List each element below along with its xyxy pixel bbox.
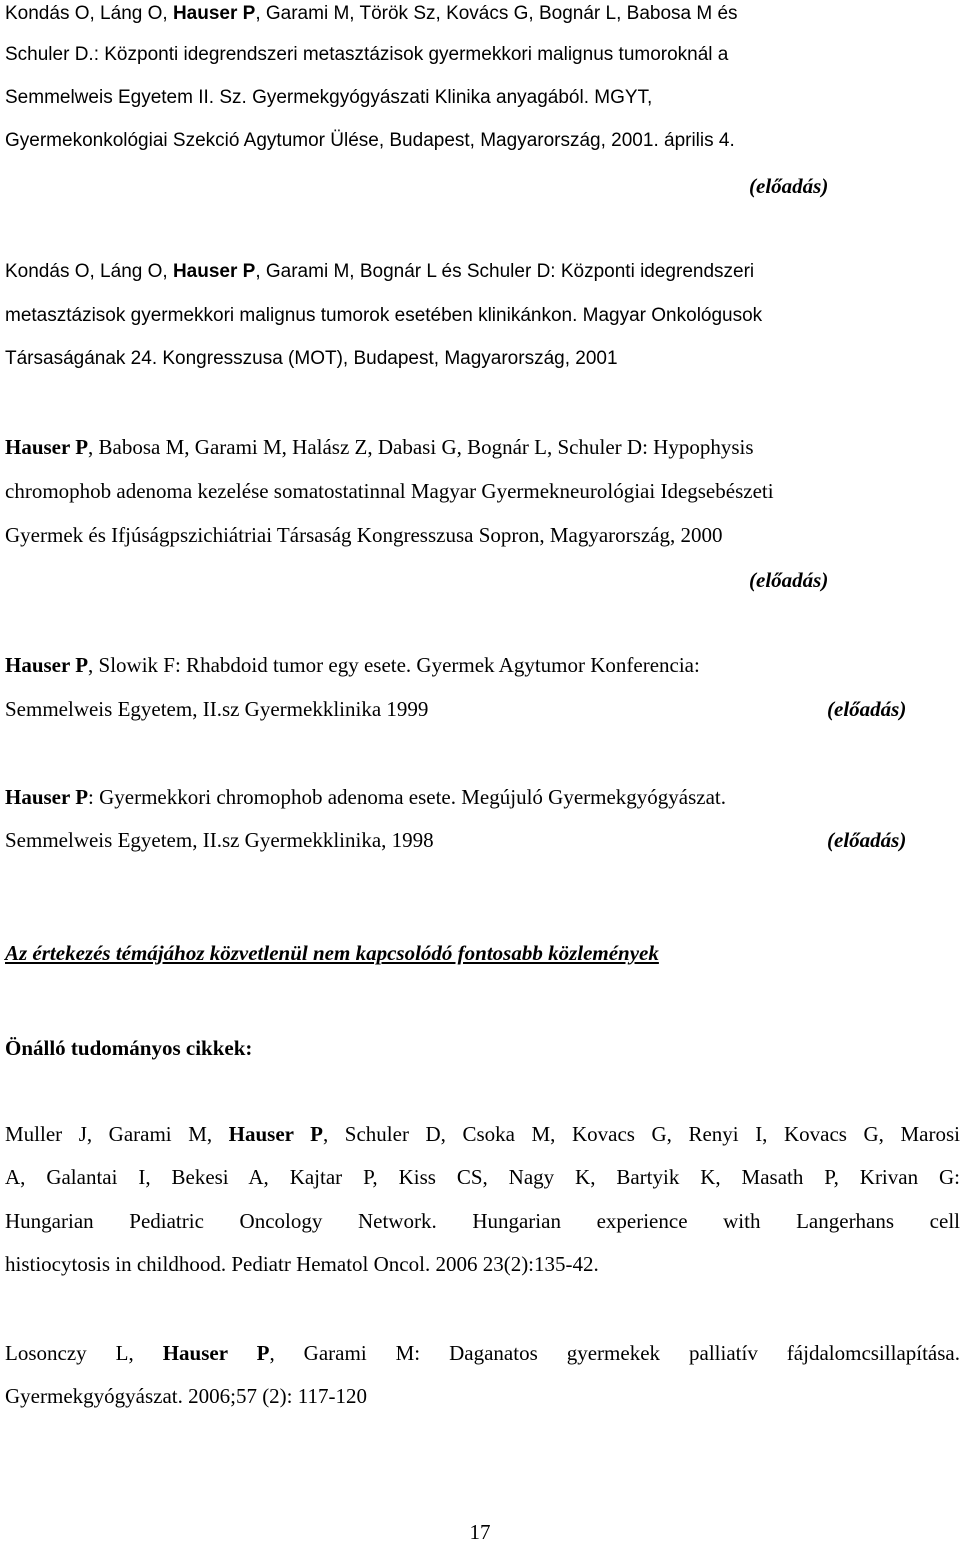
article-2-line-1: Losonczy L, Hauser P, Garami M: Daganatos gyermekek palliatív fájdalomcsillapítása. (5, 1341, 960, 1365)
entry-1-line-1: Kondás O, Láng O, Hauser P, Garami M, Török Sz, Kovács G, Bognár L, Babosa M és (5, 3, 738, 24)
entry-4-tag: (előadás) (827, 697, 907, 721)
entry-4-line-1: Hauser P, Slowik F: Rhabdoid tumor egy esete. Gyermek Agytumor Konferencia: (5, 653, 700, 677)
entry-5-tag: (előadás) (827, 828, 907, 852)
article-1-line-3: Hungarian Pediatric Oncology Network. Hungarian experience with Langerhans cell (5, 1209, 960, 1233)
entry-3-line-1: Hauser P, Babosa M, Garami M, Halász Z, Dabasi G, Bognár L, Schuler D: Hypophysis (5, 435, 754, 459)
section-heading: Az értekezés témájához közvetlenül nem kapcsolódó fontosabb közlemények (5, 941, 659, 965)
entry-2-line-2: metasztázisok gyermekkori malignus tumorok esetében klinikánkon. Magyar Onkológusok (5, 305, 763, 326)
article-1-line-1: Muller J, Garami M, Hauser P, Schuler D, Csoka M, Kovacs G, Renyi I, Kovacs G, Marosi (5, 1122, 960, 1146)
page-number: 17 (469, 1520, 491, 1544)
entry-1-line-2: Schuler D.: Központi idegrendszeri metasztázisok gyermekkori malignus tumoroknál a (5, 44, 729, 65)
article-2-line-2: Gyermekgyógyászat. 2006;57 (2): 117-120 (5, 1384, 367, 1408)
article-1-line-4: histiocytosis in childhood. Pediatr Hematol Oncol. 2006 23(2):135-42. (5, 1252, 599, 1276)
article-1-line-2: A, Galantai I, Bekesi A, Kajtar P, Kiss CS, Nagy K, Bartyik K, Masath P, Krivan G: (5, 1165, 960, 1189)
entry-2-line-1: Kondás O, Láng O, Hauser P, Garami M, Bognár L és Schuler D: Központi idegrendszeri (5, 261, 755, 282)
entry-3-line-2: chromophob adenoma kezelése somatostatinnal Magyar Gyermekneurológiai Idegsebészeti (5, 479, 774, 503)
entry-1-tag: (előadás) (749, 174, 829, 198)
entry-3-line-3: Gyermek és Ifjúságpszichiátriai Társaság Kongresszusa Sopron, Magyarország, 2000 (5, 523, 723, 547)
entry-4-line-2: Semmelweis Egyetem, II.sz Gyermekklinika 1999 (5, 697, 429, 721)
entry-3-tag: (előadás) (749, 568, 829, 592)
entry-5-line-2: Semmelweis Egyetem, II.sz Gyermekklinika, 1998 (5, 828, 434, 852)
entry-5-line-1: Hauser P: Gyermekkori chromophob adenoma esete. Megújuló Gyermekgyógyászat. (5, 785, 727, 809)
entry-2-line-3: Társaságának 24. Kongresszusa (MOT), Budapest, Magyarország, 2001 (5, 348, 618, 369)
subsection-heading: Önálló tudományos cikkek: (5, 1036, 253, 1060)
entry-1-line-4: Gyermekonkológiai Szekció Agytumor Ülése, Budapest, Magyarország, 2001. április 4. (5, 130, 735, 151)
entry-1-line-3: Semmelweis Egyetem II. Sz. Gyermekgyógyászati Klinika anyagából. MGYT, (5, 87, 653, 108)
